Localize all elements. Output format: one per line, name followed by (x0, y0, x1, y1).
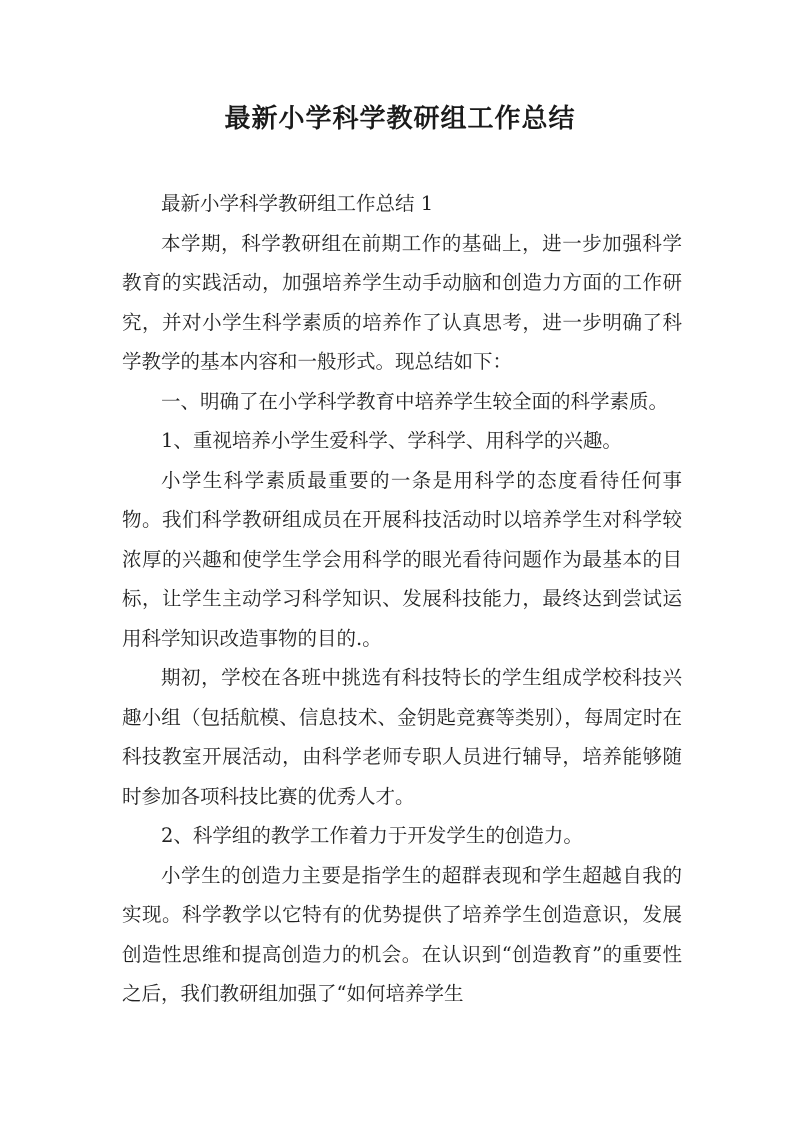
paragraph: 期初，学校在各班中挑选有科技特长的学生组成学校科技兴趣小组（包括航模、信息技术、金钥匙竞赛等类别），每周定时在科技教室开展活动，由科学老师专职人员进行辅导，培养能够随时参加各项科技比赛的优秀人才。 (122, 666, 682, 808)
subsection-heading: 2、科学组的教学工作着力于开发学生的创造力。 (161, 824, 583, 847)
paragraph: 小学生的创造力主要是指学生的超群表现和学生超越自我的实现。科学教学以它特有的优势提供了培养学生创造意识，发展创造性思维和提高创造力的机会。在认识到“创造教育”的重要性之后，我们教研组加强了“如何培养学生 (122, 863, 682, 1005)
document-body (122, 184, 682, 1014)
section-heading: 最新小学科学教研组工作总结 1 (161, 192, 434, 215)
section-heading: 一、明确了在小学科学教育中培养学生较全面的科学素质。 (161, 389, 669, 413)
paragraph: 小学生科学素质最重要的一条是用科学的态度看待任何事物。我们科学教研组成员在开展科技活动时以培养学生对科学较浓厚的兴趣和使学生学会用科学的眼光看待问题作为最基本的目标，让学生主动学习科学知识、发展科技能力，最终达到尝试运用科学知识改造事物的目的.。 (122, 468, 682, 650)
paragraph: 本学期，科学教研组在前期工作的基础上，进一步加强科学教育的实践活动，加强培养学生动手动脑和创造力方面的工作研究，并对小学生科学素质的培养作了认真思考，进一步明确了科学教学的基本内容和一般形式。现总结如下： (122, 231, 682, 373)
subsection-heading: 1、重视培养小学生爱科学、学科学、用科学的兴趣。 (161, 429, 622, 452)
document-title: 最新小学科学教研组工作总结 (224, 104, 576, 134)
